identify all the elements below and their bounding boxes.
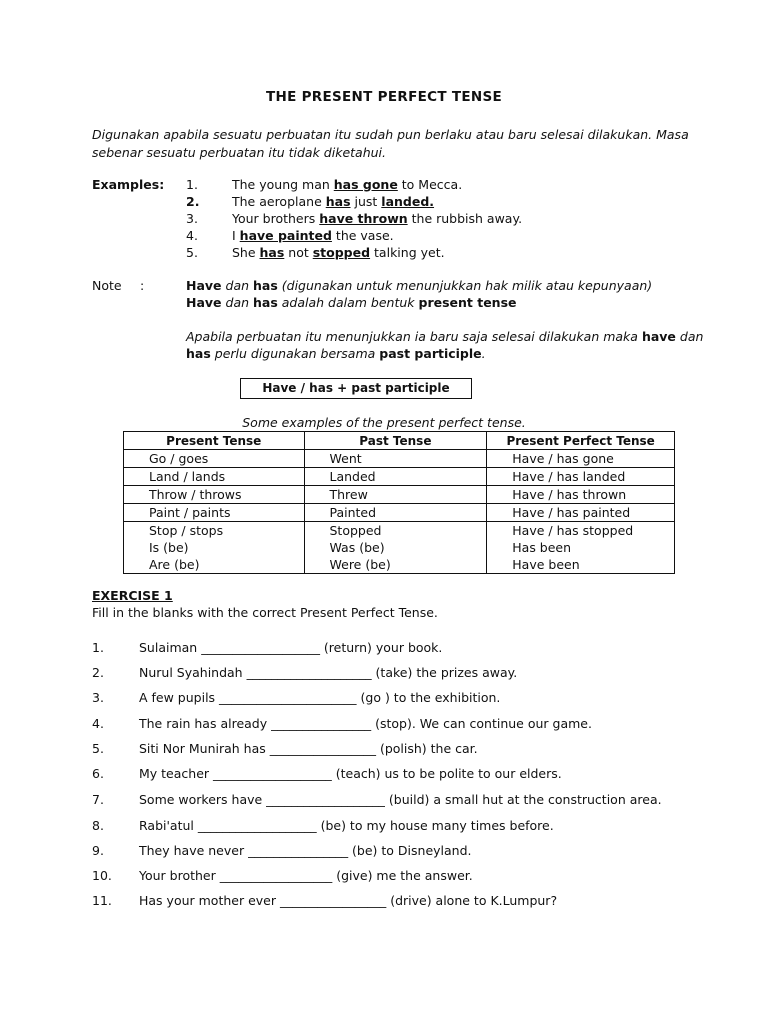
sentence-text: I: [232, 228, 240, 243]
example-sentence: [232, 194, 434, 209]
cell-text: Painted: [329, 505, 377, 520]
note-label: Note: [92, 278, 122, 293]
question-text: Sulaiman ___________________ (return) your book.: [139, 640, 443, 655]
table-row: [124, 522, 675, 574]
note-line-2: [186, 295, 517, 310]
note-bold-text: Have: [186, 278, 222, 293]
table-cell: [304, 486, 487, 504]
cell-text: Stop / stops: [149, 523, 224, 538]
note-line-1: [186, 278, 652, 293]
exercise-title: EXERCISE 1: [92, 588, 173, 603]
question-number: 5.: [92, 741, 104, 756]
table-cell: [124, 522, 305, 574]
question-text: Rabi'atul ___________________ (be) to my house many times before.: [139, 818, 554, 833]
question-number: 10.: [92, 868, 112, 883]
formula-box: Have / has + past participle: [240, 378, 472, 399]
question-number: 1.: [92, 640, 104, 655]
cell-text: Land / lands: [149, 469, 226, 484]
exercise-instruction: Fill in the blanks with the correct Present Perfect Tense.: [92, 605, 438, 620]
question-number: 6.: [92, 766, 104, 781]
sentence-text: The young man: [232, 177, 334, 192]
cell-text: Landed: [329, 469, 376, 484]
cell-text: Have / has gone: [512, 451, 614, 466]
question-number: 3.: [92, 690, 104, 705]
table-cell: [487, 504, 675, 522]
question-text: They have never ________________ (be) to Disneyland.: [139, 843, 472, 858]
question-text: A few pupils ______________________ (go ) to the exhibition.: [139, 690, 501, 705]
example-number: 2.: [186, 194, 200, 209]
cell-text: Have / has landed: [512, 469, 626, 484]
question-number: 9.: [92, 843, 104, 858]
intro-paragraph: Digunakan apabila sesuatu perbuatan itu sudah pun berlaku atau baru selesai dilakukan. Masa sebenar sesuatu perbuatan itu tidak diketahui.: [92, 127, 689, 160]
cell-text: Went: [329, 451, 362, 466]
table-cell: [487, 486, 675, 504]
table-cell: [304, 450, 487, 468]
column-header: Present Perfect Tense: [487, 432, 675, 450]
note-text: dan: [221, 295, 253, 310]
page-title: THE PRESENT PERFECT TENSE: [265, 89, 503, 105]
question-number: 8.: [92, 818, 104, 833]
example-number: 5.: [186, 245, 198, 260]
table-cell: [124, 450, 305, 468]
table-row: [124, 450, 675, 468]
example-number: 3.: [186, 211, 198, 226]
verb-phrase: have thrown: [319, 211, 408, 226]
sentence-text: the vase.: [331, 228, 394, 243]
cell-text: Were (be): [329, 557, 391, 572]
question-text: Some workers have ___________________ (build) a small hut at the construction area.: [139, 792, 662, 807]
note-bold-text: Have: [186, 295, 222, 310]
question-text: Your brother __________________ (give) me the answer.: [139, 868, 473, 883]
verb-phrase: have painted: [239, 228, 332, 243]
example-sentence: [232, 177, 462, 192]
question-number: 2.: [92, 665, 104, 680]
example-number: 4.: [186, 228, 198, 243]
note-text: perlu digunakan bersama: [210, 346, 380, 361]
cell-text: Are (be): [149, 557, 200, 572]
sentence-text: not: [284, 245, 313, 260]
column-header: Past Tense: [304, 432, 487, 450]
note-line-4: [186, 346, 486, 361]
cell-text: Threw: [329, 487, 368, 502]
table-cell: [304, 504, 487, 522]
example-sentence: [232, 245, 445, 260]
note-colon: :: [140, 278, 145, 293]
note-line-3: [186, 329, 703, 344]
note-bold-text: has: [253, 278, 278, 293]
note-text: adalah dalam bentuk: [277, 295, 419, 310]
cell-text: Paint / paints: [149, 505, 231, 520]
question-text: Siti Nor Munirah has _________________ (polish) the car.: [139, 741, 478, 756]
column-header: Present Tense: [124, 432, 305, 450]
cell-text: Was (be): [329, 540, 385, 555]
question-number: 4.: [92, 716, 104, 731]
note-bold-text: present tense: [418, 295, 517, 310]
verb-phrase: landed.: [381, 194, 435, 209]
example-sentence: [232, 228, 394, 243]
question-text: Nurul Syahindah ____________________ (take) the prizes away.: [139, 665, 518, 680]
tense-table: [123, 431, 675, 574]
table-row: [124, 468, 675, 486]
sentence-text: the rubbish away.: [407, 211, 523, 226]
question-text: My teacher ___________________ (teach) us to be polite to our elders.: [139, 766, 562, 781]
table-cell: [487, 450, 675, 468]
table-header-row: [124, 432, 675, 450]
table-cell: [487, 468, 675, 486]
sentence-text: just: [350, 194, 382, 209]
table-cell: [304, 522, 487, 574]
note-text: Apabila perbuatan itu menunjukkan ia baru saja selesai dilakukan maka: [186, 329, 642, 344]
cell-text: Have / has painted: [512, 505, 631, 520]
table-cell: [304, 468, 487, 486]
note-bold-text: past participle: [379, 346, 482, 361]
note-bold-text: has: [253, 295, 278, 310]
cell-text: Throw / throws: [149, 487, 242, 502]
question-number: 11.: [92, 893, 112, 908]
sentence-text: She: [232, 245, 260, 260]
cell-text: Is (be): [149, 540, 189, 555]
table-caption: Some examples of the present perfect tense.: [242, 415, 526, 430]
cell-text: Stopped: [329, 523, 382, 538]
note-text: dan: [675, 329, 704, 344]
verb-phrase: has: [259, 245, 285, 260]
table-cell: [124, 468, 305, 486]
sentence-text: to Mecca.: [397, 177, 463, 192]
verb-phrase: has: [325, 194, 351, 209]
cell-text: Have / has stopped: [512, 523, 634, 538]
verb-phrase: has gone: [333, 177, 398, 192]
table-cell: [487, 522, 675, 574]
cell-text: Have been: [512, 557, 580, 572]
sentence-text: Your brothers: [232, 211, 320, 226]
sentence-text: talking yet.: [370, 245, 445, 260]
example-sentence: [232, 211, 522, 226]
sentence-text: The aeroplane: [232, 194, 326, 209]
cell-text: Have / has thrown: [512, 487, 627, 502]
table-cell: [124, 504, 305, 522]
note-text: dan: [221, 278, 253, 293]
note-bold-text: has: [186, 346, 211, 361]
note-text: .: [481, 346, 486, 361]
cell-text: Go / goes: [149, 451, 209, 466]
note-text: (digunakan untuk menunjukkan hak milik atau kepunyaan): [277, 278, 653, 293]
question-number: 7.: [92, 792, 104, 807]
question-text: The rain has already ________________ (stop). We can continue our game.: [139, 716, 592, 731]
verb-phrase: stopped: [312, 245, 371, 260]
cell-text: Has been: [512, 540, 572, 555]
table-row: [124, 486, 675, 504]
table-cell: [124, 486, 305, 504]
note-bold-text: have: [641, 329, 676, 344]
examples-label: Examples:: [92, 177, 165, 192]
table-row: [124, 504, 675, 522]
example-number: 1.: [186, 177, 198, 192]
question-text: Has your mother ever _________________ (drive) alone to K.Lumpur?: [139, 893, 558, 908]
